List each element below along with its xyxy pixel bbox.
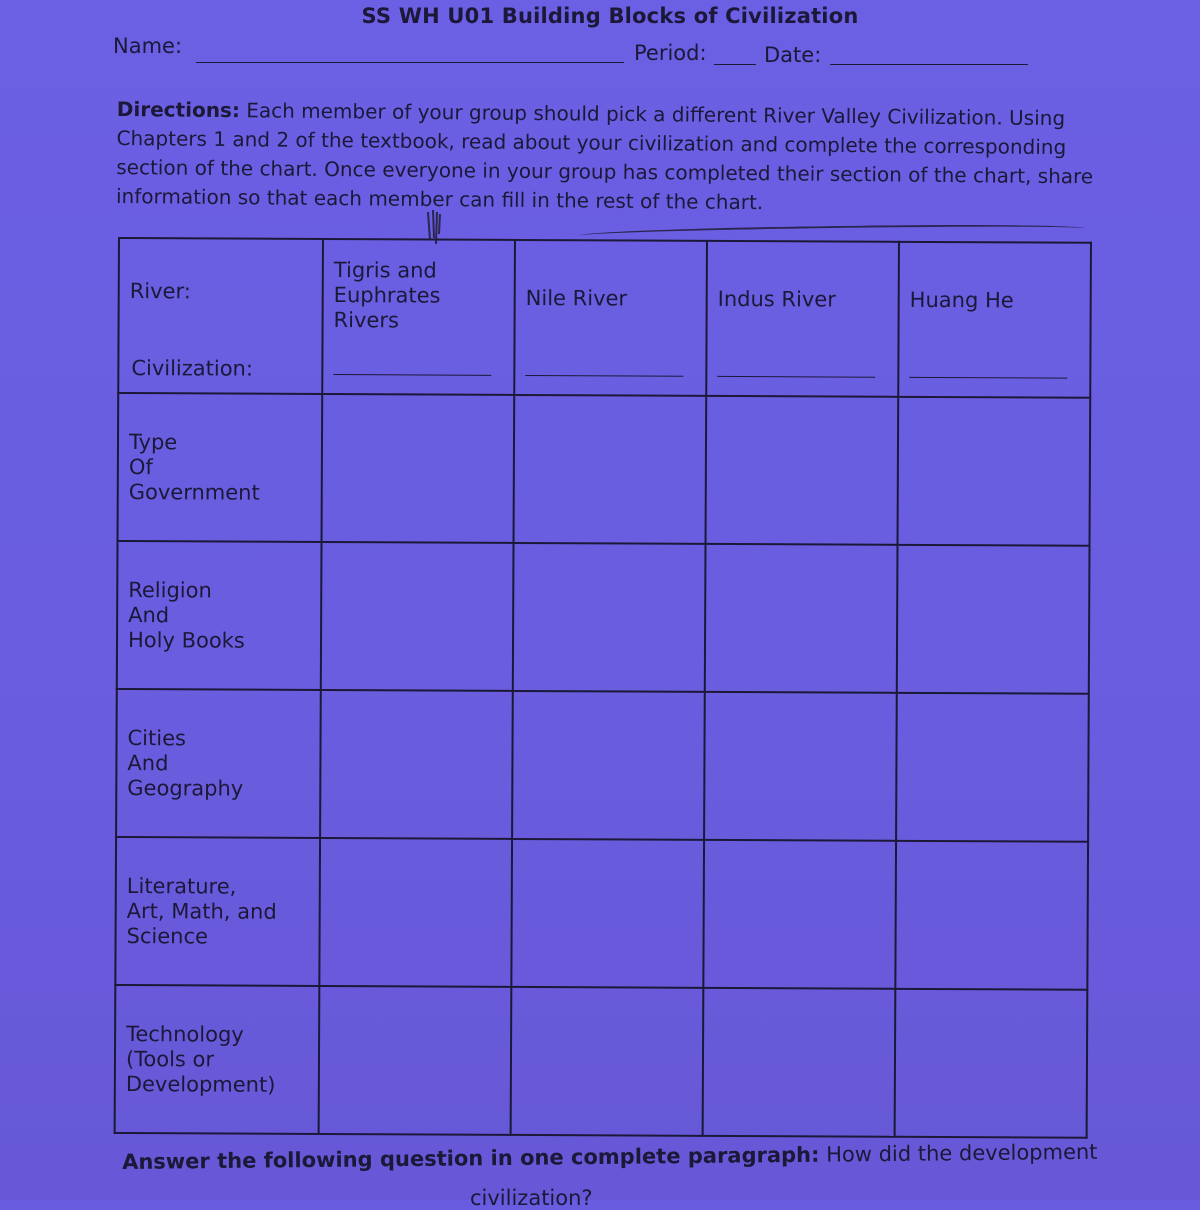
date-label: Date: bbox=[764, 43, 822, 67]
chart-cell[interactable] bbox=[321, 542, 514, 691]
civilization-blank[interactable] bbox=[525, 375, 683, 377]
period-label: Period: bbox=[634, 41, 707, 65]
chart-cell[interactable] bbox=[703, 840, 896, 989]
period-blank[interactable] bbox=[714, 64, 756, 65]
chart-cell[interactable] bbox=[896, 693, 1089, 842]
chart-row-literature bbox=[115, 837, 1088, 990]
chart-cell[interactable] bbox=[898, 397, 1091, 546]
chart-cell[interactable] bbox=[895, 841, 1088, 990]
chart-header-row bbox=[118, 238, 1091, 398]
worksheet-title: SS WH U01 Building Blocks of Civilization bbox=[361, 4, 859, 28]
directions-text: Each member of your group should pick a different River Valley Civilization. Using Chapters 1 and 2 of the textbook, read about your civilization and complete the corresponding section of the chart. Once everyone in your group has completed their section of the chart, share information so that each member can fill in the rest of the chart. bbox=[115, 98, 1094, 215]
row-label-cities: Cities And Geography bbox=[116, 689, 321, 838]
civilization-blank[interactable] bbox=[717, 376, 875, 378]
civilization-label: Civilization: bbox=[131, 356, 254, 381]
question-lead: Answer the following question in one complete paragraph: bbox=[122, 1142, 820, 1174]
chart-cell[interactable] bbox=[704, 692, 897, 841]
chart-row-technology bbox=[115, 985, 1088, 1138]
river-header-nile bbox=[514, 240, 707, 396]
paragraph-question bbox=[122, 1138, 1200, 1174]
chart-cell[interactable] bbox=[511, 987, 704, 1136]
chart-cell[interactable] bbox=[895, 989, 1088, 1138]
chart-cell[interactable] bbox=[703, 988, 896, 1137]
chart-row-cities bbox=[116, 689, 1089, 842]
directions-paragraph bbox=[116, 95, 1102, 220]
chart-cell[interactable] bbox=[512, 691, 705, 840]
name-blank[interactable] bbox=[196, 62, 624, 63]
river-name: Nile River bbox=[525, 285, 628, 311]
chart-cell[interactable] bbox=[514, 395, 707, 544]
river-header-huang-he bbox=[898, 242, 1091, 398]
question-continuation: civilization? bbox=[470, 1186, 593, 1210]
chart-cell[interactable] bbox=[322, 394, 515, 543]
river-name: Huang He bbox=[909, 287, 1014, 313]
river-label: River: bbox=[129, 279, 191, 304]
chart-cell[interactable] bbox=[319, 986, 512, 1135]
civilization-chart bbox=[114, 237, 1092, 1139]
river-header-indus bbox=[706, 241, 899, 397]
question-text: How did the development bbox=[826, 1139, 1098, 1167]
chart-row-religion bbox=[117, 541, 1090, 694]
directions-lead: Directions: bbox=[116, 96, 241, 123]
date-blank[interactable] bbox=[830, 64, 1028, 65]
chart-cell[interactable] bbox=[319, 838, 512, 987]
row-label-government: Type Of Government bbox=[118, 393, 323, 542]
chart-cell[interactable] bbox=[513, 543, 706, 692]
river-header-tigris-euphrates bbox=[322, 239, 515, 395]
chart-cell[interactable] bbox=[320, 690, 513, 839]
row-label-literature: Literature, Art, Math, and Science bbox=[115, 837, 320, 986]
chart-cell[interactable] bbox=[897, 545, 1090, 694]
name-label: Name: bbox=[113, 34, 183, 58]
civilization-blank[interactable] bbox=[909, 377, 1067, 379]
row-label-religion: Religion And Holy Books bbox=[117, 541, 322, 690]
river-name: Tigris and Euphrates Rivers bbox=[333, 258, 441, 333]
row-label-technology: Technology (Tools or Development) bbox=[115, 985, 320, 1134]
chart-row-government bbox=[118, 393, 1091, 546]
civilization-blank[interactable] bbox=[333, 374, 491, 376]
river-civilization-header-cell bbox=[118, 238, 323, 394]
chart-cell[interactable] bbox=[511, 839, 704, 988]
river-name: Indus River bbox=[717, 286, 836, 312]
chart-cell[interactable] bbox=[705, 544, 898, 693]
chart-cell[interactable] bbox=[706, 396, 899, 545]
